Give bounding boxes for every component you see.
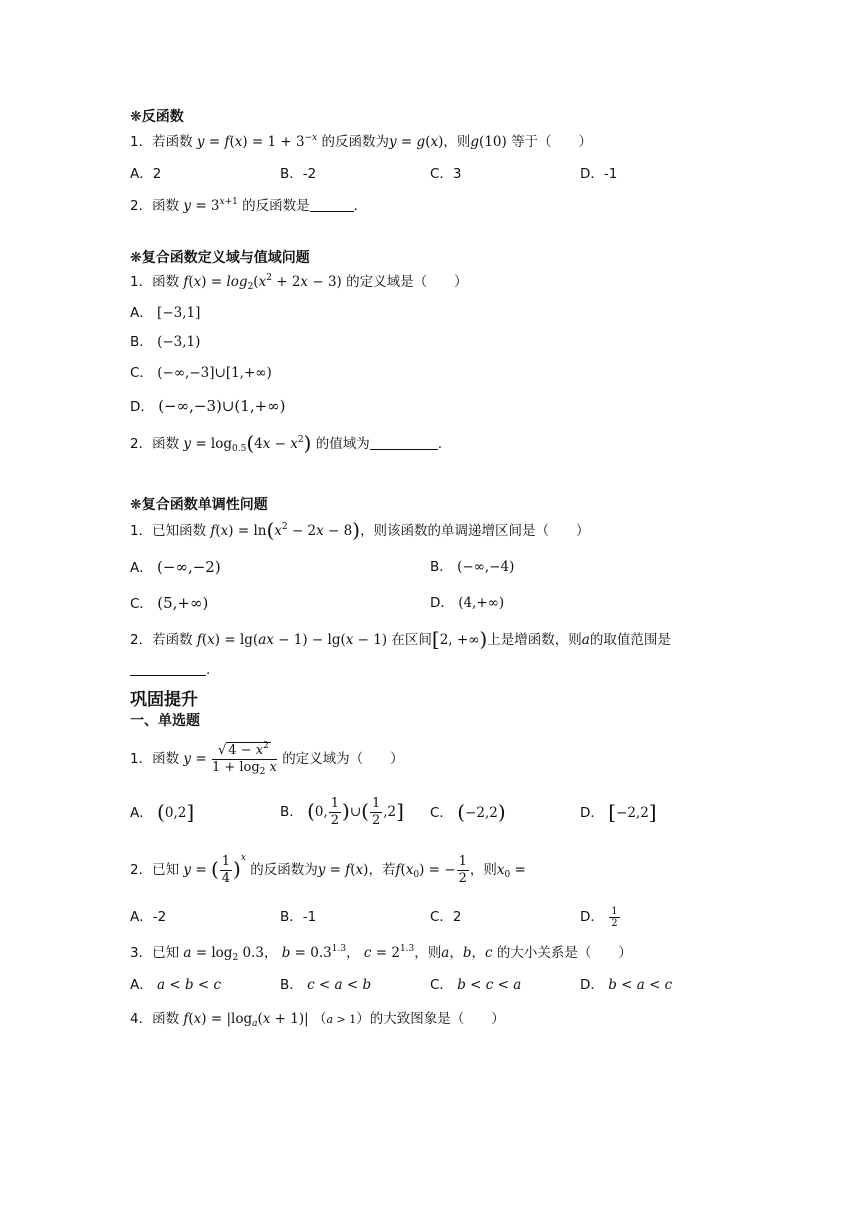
- option-value: c < a < b: [307, 977, 372, 993]
- option-label: A．: [130, 305, 153, 321]
- section-title-consolidation: 巩固提升: [130, 690, 198, 710]
- question-text: ）的大致图象是（ ）: [356, 1011, 505, 1027]
- question-3-2: 2．若函数 f(x) = lg(ax − 1) − lg(x − 1) 在区间[2, +∞)上是增函数，则a的取值范围是: [130, 627, 671, 651]
- question-text: （: [312, 1011, 327, 1027]
- question-text: 的反函数为: [250, 862, 318, 878]
- question-text: ，则: [469, 862, 497, 878]
- question-text: 2．若函数: [130, 632, 193, 648]
- option-b: B．-1: [280, 909, 317, 925]
- option-value: b < a < c: [608, 977, 673, 993]
- option-label: C．: [430, 805, 453, 821]
- question-text: ，则该函数的单调递增区间是（ ）: [360, 523, 590, 539]
- question-4-4: 4．函数 $f(x) = |\log_a(x + 1)|$ （a > 1）的大致图象是（ ）: [130, 1011, 505, 1029]
- option-value: (−∞,−3]∪[1,+∞): [157, 365, 272, 381]
- option-b: B．-2: [280, 166, 317, 182]
- option-d: [130, 396, 286, 417]
- fraction: $\frac{1}{2}$: [371, 795, 381, 828]
- option-c: [430, 975, 521, 995]
- section-title-composite-monotonic: ❋复合函数单调性问题: [130, 497, 268, 513]
- option-b: [430, 557, 514, 577]
- question-text: ，则: [443, 134, 471, 150]
- separator: ，: [449, 945, 463, 961]
- option-label: B．: [280, 804, 303, 820]
- option-b: B． (0, $\frac{1}{2}$ )∪( $\frac{1}{2}$ ,2]: [280, 795, 404, 828]
- fraction: $\frac{1}{4}$: [221, 853, 231, 886]
- question-text: 2．函数: [130, 436, 180, 452]
- option-value: (5,+∞): [157, 594, 209, 612]
- option-label: D．: [130, 399, 154, 415]
- question-text: 2．函数: [130, 198, 180, 214]
- option-a: [130, 975, 221, 995]
- option-label: D．: [430, 595, 454, 611]
- separator: ，: [471, 945, 485, 961]
- option-label: B．: [280, 977, 303, 993]
- option-label: A．: [130, 977, 153, 993]
- question-text: 的定义域是（ ）: [346, 274, 468, 290]
- period: .: [206, 662, 211, 678]
- question-text: 上是增函数，则: [487, 632, 582, 648]
- option-value: (−∞,−2): [157, 558, 221, 576]
- option-c: C．3: [430, 166, 462, 182]
- option-a: A．-2: [130, 909, 167, 925]
- question-text: 则: [427, 945, 442, 961]
- question-text: 1．函数: [130, 274, 180, 290]
- option-b: [130, 332, 200, 352]
- question-text: 3．已知: [130, 945, 180, 961]
- option-value: (4,+∞): [458, 595, 505, 611]
- answer-blank: [130, 661, 206, 676]
- question-text: 1．若函数: [130, 134, 193, 150]
- question-text: 等于（ ）: [511, 134, 593, 150]
- question-4-2: 2．已知 y = ( $\frac{1}{4}$ )$^x$ 的反函数为y = f(x)，若$f(x_0)$ = − $\frac{1}{2}$ ，则$x_0$ =: [130, 853, 526, 886]
- question-3-1: 1．已知函数 $f(x) = \ln(x^2 - 2x - 8)$，则该函数的单调递增区间是（ ）: [130, 518, 590, 542]
- option-label: A．: [130, 805, 153, 821]
- question-text: ，若: [368, 862, 396, 878]
- question-4-1: 1．函数 y = $\frac{√ 4 - x^2}{1 + \log_2 x}$ 的定义域为（ ）: [130, 741, 404, 777]
- option-label: C．: [130, 365, 153, 381]
- question-2-2: 2．函数 $y = \log_{0.5}(4x - x^2)$ 的值域为 .: [130, 431, 443, 455]
- option-d: [580, 975, 672, 995]
- question-1-1: 1．若函数 $y = f(x) = 1 + 3^{-x}$ 的反函数为y = g(x)，则g(10) 等于（ ）: [130, 133, 593, 150]
- question-3-2-blank-line: [130, 660, 210, 680]
- period: .: [437, 436, 443, 452]
- question-text: 的值域为: [315, 436, 370, 452]
- option-label: A．: [130, 560, 153, 576]
- math-expr: y: [196, 134, 205, 150]
- option-a: [130, 557, 221, 578]
- section-title-inverse-function: ❋反函数: [130, 109, 184, 125]
- answer-blank: [370, 435, 438, 450]
- option-label: D．: [580, 909, 604, 925]
- option-label: D．: [580, 805, 604, 821]
- question-text: 的定义域为（ ）: [282, 751, 404, 767]
- question-text: 的取值范围是: [589, 632, 671, 648]
- option-value: (−∞,−3)∪(1,+∞): [158, 397, 286, 415]
- question-text: 1．已知函数: [130, 523, 207, 539]
- question-text: 的反函数是: [242, 198, 310, 214]
- option-label: C．: [130, 596, 153, 612]
- option-label: D．: [580, 977, 604, 993]
- option-value: a < b < c: [157, 977, 222, 993]
- option-label: B．: [130, 334, 153, 350]
- fraction: $\frac{1}{2}$: [330, 795, 340, 828]
- option-value: b < c < a: [457, 977, 522, 993]
- period: .: [353, 198, 358, 214]
- fraction: $\frac{√ 4 - x^2}{1 + \log_2 x}$: [211, 741, 277, 777]
- option-label: B．: [430, 559, 453, 575]
- question-1-2: 2．函数 $y = 3^{x+1}$ 的反函数是 .: [130, 197, 358, 214]
- option-label: C．: [430, 977, 453, 993]
- separator: ，: [263, 945, 278, 961]
- fraction: $\frac{1}{2}$: [458, 853, 467, 886]
- option-d: D． [−2,2]: [580, 800, 657, 824]
- option-c: C． (−2,2): [430, 800, 506, 824]
- option-b: [280, 975, 371, 995]
- section-title-composite-domain: ❋复合函数定义域与值域问题: [130, 250, 310, 266]
- subsection-title-single-choice: 一、单选题: [130, 713, 200, 729]
- option-a: A．2: [130, 166, 162, 182]
- question-text: 1．函数: [130, 751, 180, 767]
- option-a: [130, 303, 200, 323]
- question-text: 在区间: [391, 632, 432, 648]
- separator: ，: [346, 945, 360, 961]
- option-c: [130, 593, 208, 614]
- option-d: [580, 903, 621, 931]
- fraction: $\frac{1}{2}$: [611, 905, 618, 929]
- question-text: 的反函数为: [321, 134, 389, 150]
- option-a: A． (0,2]: [130, 800, 195, 824]
- question-text: 的大小关系是（ ）: [496, 945, 632, 961]
- option-d: D．-1: [580, 166, 618, 182]
- option-c: C．2: [430, 909, 462, 925]
- option-value: [−3,1]: [157, 305, 201, 321]
- question-text: 4．函数: [130, 1011, 180, 1027]
- answer-blank: [310, 197, 354, 212]
- option-value: (−∞,−4): [457, 559, 515, 575]
- option-value: (−3,1): [157, 334, 201, 350]
- question-2-1: 1．函数 $f(x) = \log_2(x^2 + 2x - 3)$ 的定义域是（ ）: [130, 273, 468, 292]
- question-4-3: 3．已知 $a = \log_2 0.3$， $b = 0.3^{1.3}$， $c = 2^{1.3}$，则a，b，c 的大小关系是（ ）: [130, 944, 632, 963]
- question-text: 2．已知: [130, 862, 180, 878]
- separator: ，: [414, 945, 428, 961]
- option-d: [430, 593, 504, 613]
- option-c: [130, 363, 272, 383]
